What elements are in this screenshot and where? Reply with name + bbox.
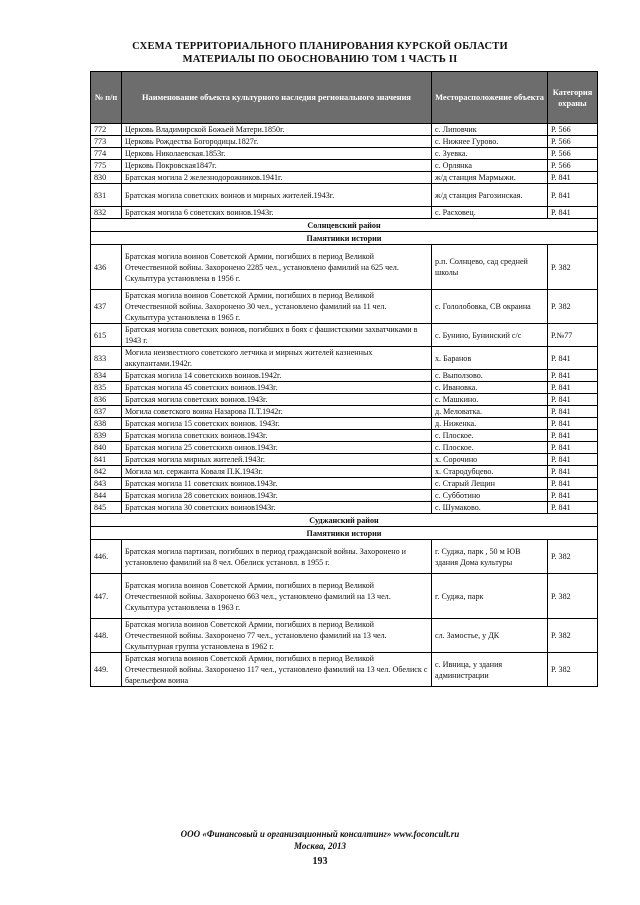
cell-location: с. Бунино, Бунинский с/с (432, 324, 548, 347)
cell-name: Могила мл. сержанта Коваля П.К.1943г. (122, 466, 432, 478)
cell-num: 774 (91, 148, 122, 160)
subsection-heading: Памятники истории (91, 527, 598, 540)
cell-category: Р. 841 (548, 172, 598, 184)
table-row (91, 466, 598, 478)
cell-category: Р. 566 (548, 136, 598, 148)
cell-location: с. Старый Лещин (432, 478, 548, 490)
table-row (91, 502, 598, 514)
cell-num: 615 (91, 324, 122, 347)
cell-location: с. Нижнее Гурово. (432, 136, 548, 148)
cell-category: Р.№77 (548, 324, 598, 347)
title-line-1: СХЕМА ТЕРРИТОРИАЛЬНОГО ПЛАНИРОВАНИЯ КУРСКОЙ ОБЛАСТИ (132, 41, 508, 52)
cell-name: Церковь Николаевская.1853г. (122, 148, 432, 160)
table-row (91, 454, 598, 466)
cell-num: 830 (91, 172, 122, 184)
cell-category: Р. 566 (548, 148, 598, 160)
table-row (91, 619, 598, 653)
cell-category: Р. 382 (548, 653, 598, 687)
cell-num: 834 (91, 370, 122, 382)
district-heading: Солнцевский район (91, 219, 598, 232)
table-row (91, 124, 598, 136)
cell-name: Церковь Владимирской Божьей Матери.1850г. (122, 124, 432, 136)
cell-num: 843 (91, 478, 122, 490)
cell-num: 772 (91, 124, 122, 136)
table-row (91, 245, 598, 290)
cell-location: ж/д станция Рагозинская. (432, 184, 548, 207)
cell-location: х. Баранов (432, 347, 548, 370)
table-row (91, 490, 598, 502)
table-row (91, 478, 598, 490)
table-row (91, 653, 598, 687)
cell-location: с. Плоское. (432, 430, 548, 442)
cell-category: Р. 841 (548, 370, 598, 382)
heritage-registry-table (90, 71, 598, 687)
cell-location: с. Расховец. (432, 207, 548, 219)
cell-location: д. Меловатка. (432, 406, 548, 418)
cell-num: 449. (91, 653, 122, 687)
cell-name: Братская могила советских воинов.1943г. (122, 430, 432, 442)
cell-name: Братская могила 28 советских воинов.1943г. (122, 490, 432, 502)
table-row (91, 430, 598, 442)
table-row (91, 148, 598, 160)
cell-category: Р. 382 (548, 540, 598, 574)
cell-location: д. Ниженка. (432, 418, 548, 430)
cell-name: Братская могила воинов Советской Армии, погибших в период Великой Отечественной войны. Захоронено 117 чел., установлено фамилий на 13 чел. Обелиск с барельефом воина (122, 653, 432, 687)
table-row (91, 184, 598, 207)
table-row (91, 160, 598, 172)
cell-category: Р. 841 (548, 394, 598, 406)
cell-name: Братская могила 2 железнодорожников.1941г. (122, 172, 432, 184)
cell-category: Р. 841 (548, 454, 598, 466)
cell-num: 833 (91, 347, 122, 370)
header-name: Наименование объекта культурного наследия регионального значения (122, 72, 432, 124)
cell-category: Р. 841 (548, 347, 598, 370)
cell-name: Братская могила советских воинов, погибших в боях с фашистскими захватчиками в 1943 г. (122, 324, 432, 347)
cell-category: Р. 841 (548, 207, 598, 219)
cell-num: 838 (91, 418, 122, 430)
cell-name: Братская могила 45 советских воинов.1943г. (122, 382, 432, 394)
cell-name: Братская могила воинов Советской Армии, погибших в период Великой Отечественной войны. Захоронено 77 чел., установлено фамилий на 13 чел. Скульптурная группа установлена в 1962 г. (122, 619, 432, 653)
cell-num: 844 (91, 490, 122, 502)
cell-category: Р. 841 (548, 184, 598, 207)
cell-num: 840 (91, 442, 122, 454)
table-row (91, 418, 598, 430)
cell-location: с. Ивановка. (432, 382, 548, 394)
cell-name: Братская могила 30 советских воинов1943г. (122, 502, 432, 514)
cell-location: р.п. Солнцево, сад средней школы (432, 245, 548, 290)
cell-name: Могила неизвестного советского летчика и мирных жителей казненных аккупантами.1942г. (122, 347, 432, 370)
title-line-2: МАТЕРИАЛЫ ПО ОБОСНОВАНИЮ ТОМ 1 ЧАСТЬ II (182, 53, 458, 65)
cell-name: Братская могила 11 советских воинов.1943г. (122, 478, 432, 490)
district-heading: Суджанский район (91, 514, 598, 527)
cell-name: Братская могила воинов Советской Армии, погибших в период Великой Отечественной войны. Захоронено 30 чел., установлено фамилий на 11 чел. Скульптура установлена в 1965 г. (122, 290, 432, 324)
table-row (91, 324, 598, 347)
table-row (91, 370, 598, 382)
header-category: Категория охраны (548, 72, 598, 124)
cell-location: с. Субботино (432, 490, 548, 502)
cell-category: Р. 841 (548, 466, 598, 478)
table-row (91, 394, 598, 406)
cell-location: с. Плоское. (432, 442, 548, 454)
cell-name: Церковь Рождества Богородицы.1827г. (122, 136, 432, 148)
cell-location: г. Суджа, парк (432, 574, 548, 619)
cell-location: с. Выползово. (432, 370, 548, 382)
cell-num: 437 (91, 290, 122, 324)
cell-num: 835 (91, 382, 122, 394)
header-num: № п/п (91, 72, 122, 124)
cell-category: Р. 382 (548, 574, 598, 619)
cell-category: Р. 566 (548, 124, 598, 136)
district-heading-row (91, 514, 598, 527)
cell-location: х. Сорочино (432, 454, 548, 466)
page-number: 193 (312, 856, 328, 867)
footer-place-year: Москва, 2013 (294, 841, 346, 851)
cell-name: Братская могила мирных жителей.1943г. (122, 454, 432, 466)
cell-num: 446. (91, 540, 122, 574)
cell-category: Р. 841 (548, 418, 598, 430)
cell-category: Р. 566 (548, 160, 598, 172)
cell-category: Р. 841 (548, 502, 598, 514)
subsection-heading: Памятники истории (91, 232, 598, 245)
cell-num: 832 (91, 207, 122, 219)
table-row (91, 406, 598, 418)
cell-name: Братская могила 15 советских воинов. 1943г. (122, 418, 432, 430)
cell-category: Р. 382 (548, 245, 598, 290)
cell-num: 831 (91, 184, 122, 207)
cell-num: 841 (91, 454, 122, 466)
cell-category: Р. 841 (548, 490, 598, 502)
subsection-heading-row (91, 527, 598, 540)
cell-name: Братская могила воинов Советской Армии, погибших в период Великой Отечественной войны. Захоронено 2285 чел., установлено фамилий на 625 чел. Скульптура установлена в 1956 г. (122, 245, 432, 290)
cell-num: 837 (91, 406, 122, 418)
cell-category: Р. 841 (548, 478, 598, 490)
cell-name: Могила советского воина Назарова П.Т.1942г. (122, 406, 432, 418)
footer-organization: ООО «Финансовый и организационный консалтинг» www.foconcult.ru (180, 829, 460, 839)
table-row (91, 382, 598, 394)
cell-category: Р. 382 (548, 290, 598, 324)
table-row (91, 207, 598, 219)
cell-location: с. Шумаково. (432, 502, 548, 514)
cell-location: с. Зуевка. (432, 148, 548, 160)
cell-num: 845 (91, 502, 122, 514)
cell-name: Братская могила советских воинов и мирных жителей.1943г. (122, 184, 432, 207)
cell-num: 836 (91, 394, 122, 406)
document-title (0, 41, 640, 66)
cell-location: х. Стародубцево. (432, 466, 548, 478)
cell-name: Братская могила 14 советскихв воинов.1942г. (122, 370, 432, 382)
cell-name: Братская могила 6 советских воинов.1943г. (122, 207, 432, 219)
table-row (91, 574, 598, 619)
cell-name: Братская могила партизан, погибших в период гражданской войны. Захоронено и установлено фамилий на 8 чел. Обелиск установл. в 1955 г. (122, 540, 432, 574)
table-row (91, 136, 598, 148)
table-row (91, 540, 598, 574)
header-location: Месторасположение объекта (432, 72, 548, 124)
cell-num: 447. (91, 574, 122, 619)
cell-category: Р. 841 (548, 430, 598, 442)
cell-location: с. Ивница, у здания администрации (432, 653, 548, 687)
cell-location: сл. Замостье, у ДК (432, 619, 548, 653)
cell-location: с. Орлянка (432, 160, 548, 172)
cell-location: г. Суджа, парк , 50 м ЮВ здания Дома культуры (432, 540, 548, 574)
table-row (91, 172, 598, 184)
cell-num: 775 (91, 160, 122, 172)
cell-location: с. Гололобовка, СВ окраина (432, 290, 548, 324)
cell-name: Братская могила 25 советскихв оинов.1943г. (122, 442, 432, 454)
cell-name: Братская могила советских воинов.1943г. (122, 394, 432, 406)
cell-num: 436 (91, 245, 122, 290)
cell-name: Церковь Покровская1847г. (122, 160, 432, 172)
table-row (91, 290, 598, 324)
cell-location: ж/д станция Мармыжи. (432, 172, 548, 184)
cell-location: с. Липовчик (432, 124, 548, 136)
cell-location: с. Машкино. (432, 394, 548, 406)
cell-category: Р. 841 (548, 406, 598, 418)
cell-category: Р. 382 (548, 619, 598, 653)
cell-num: 448. (91, 619, 122, 653)
cell-num: 839 (91, 430, 122, 442)
table-row (91, 442, 598, 454)
cell-category: Р. 841 (548, 382, 598, 394)
subsection-heading-row (91, 232, 598, 245)
cell-num: 773 (91, 136, 122, 148)
cell-num: 842 (91, 466, 122, 478)
cell-category: Р. 841 (548, 442, 598, 454)
district-heading-row (91, 219, 598, 232)
cell-name: Братская могила воинов Советской Армии, погибших в период Великой Отечественной войны. Захоронено 663 чел., установлено фамилий на 13 чел. Скульптура установлена в 1963 г. (122, 574, 432, 619)
table-header-row (91, 72, 598, 124)
table-row (91, 347, 598, 370)
